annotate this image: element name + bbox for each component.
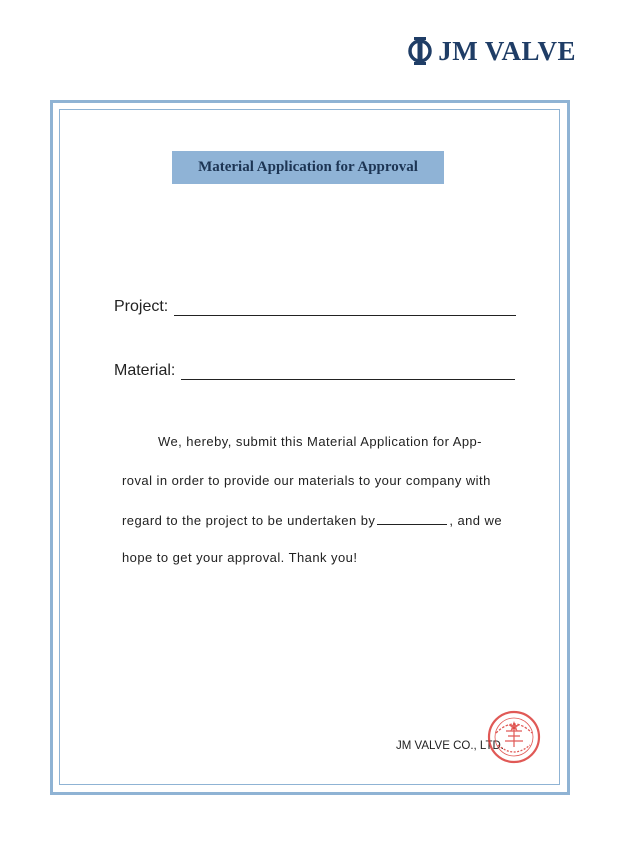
body-line-3-start: regard to the project to be undertaken by bbox=[122, 513, 376, 528]
body-line-1: We, hereby, submit this Material Application for App- bbox=[158, 434, 482, 449]
material-blank-line[interactable] bbox=[181, 365, 515, 380]
company-logo bbox=[405, 36, 576, 66]
company-seal-stamp bbox=[486, 709, 542, 765]
material-label: Material: bbox=[114, 362, 176, 379]
body-line-3 bbox=[122, 512, 522, 528]
document-title: Material Application for Approval bbox=[172, 151, 444, 184]
material-field bbox=[114, 362, 515, 380]
company-signature: JM VALVE CO., LTD. bbox=[396, 740, 504, 752]
body-line-4: hope to get your approval. Thank you! bbox=[122, 550, 358, 565]
project-blank-line[interactable] bbox=[174, 301, 516, 316]
valve-logo-icon bbox=[405, 36, 435, 66]
body-line-3-end: , and we bbox=[449, 513, 503, 528]
logo-text: JM VALVE bbox=[438, 36, 576, 66]
body-line-2: roval in order to provide our materials to your company with bbox=[122, 473, 491, 488]
project-field bbox=[114, 298, 516, 316]
project-label: Project: bbox=[114, 298, 169, 315]
company-blank-line[interactable] bbox=[377, 512, 447, 525]
